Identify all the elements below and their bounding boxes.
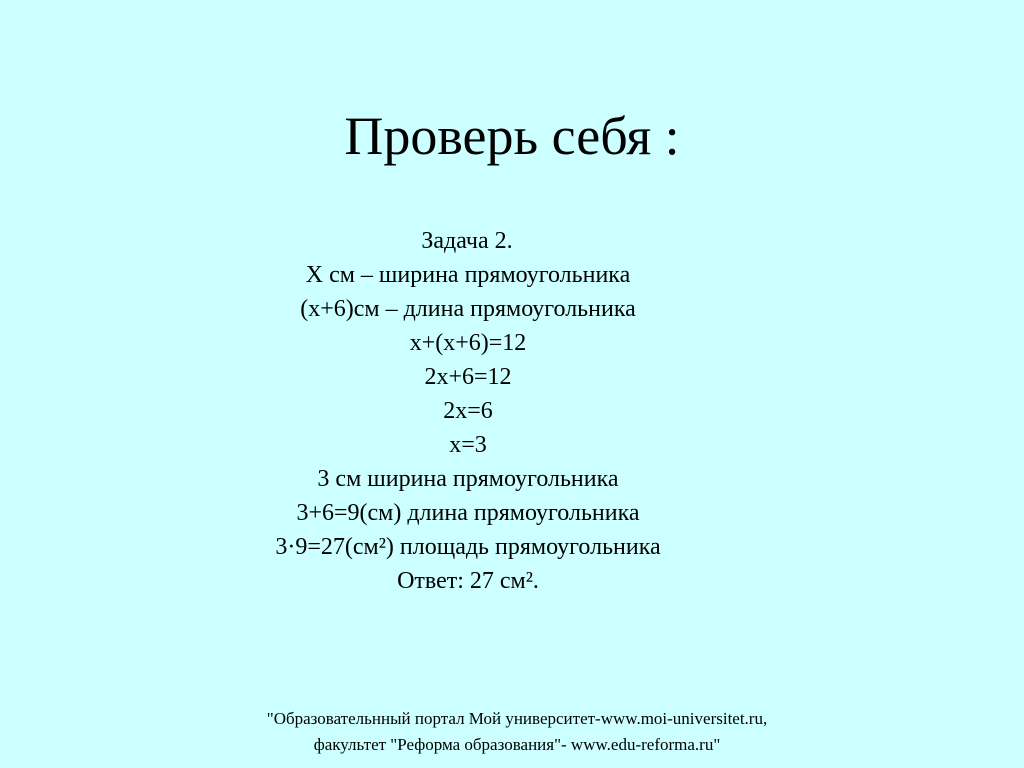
- solution-line-width: Х см – ширина прямоугольника: [305, 262, 631, 288]
- solution-line-length-value: 3+6=9(см) длина прямоугольника: [296, 500, 640, 526]
- solution-line-result-x: х=3: [449, 432, 487, 458]
- footer-credits: [0, 706, 1024, 758]
- solution-line-length: (х+6)см – длина прямоугольника: [300, 296, 636, 322]
- solution-line-equation: х+(х+6)=12: [409, 330, 527, 356]
- task-heading: Задача 2.: [421, 228, 513, 254]
- solution-line-subtract: 2х=6: [443, 398, 493, 424]
- solution-block: [168, 258, 768, 598]
- solution-line-width-value: 3 см ширина прямоугольника: [317, 466, 619, 492]
- solution-line-simplify: 2х+6=12: [424, 364, 512, 390]
- slide-title: Проверь себя :: [344, 106, 680, 166]
- footer-line-faculty: факультет "Реформа образования"- www.edu-reforma.ru": [313, 735, 721, 754]
- solution-line-answer: Ответ: 27 см².: [397, 568, 539, 594]
- footer-line-portal: "Образовательнный портал Мой университет-www.moi-universitet.ru,: [266, 709, 768, 728]
- solution-line-area: 3·9=27(см²) площадь прямоугольника: [275, 534, 661, 560]
